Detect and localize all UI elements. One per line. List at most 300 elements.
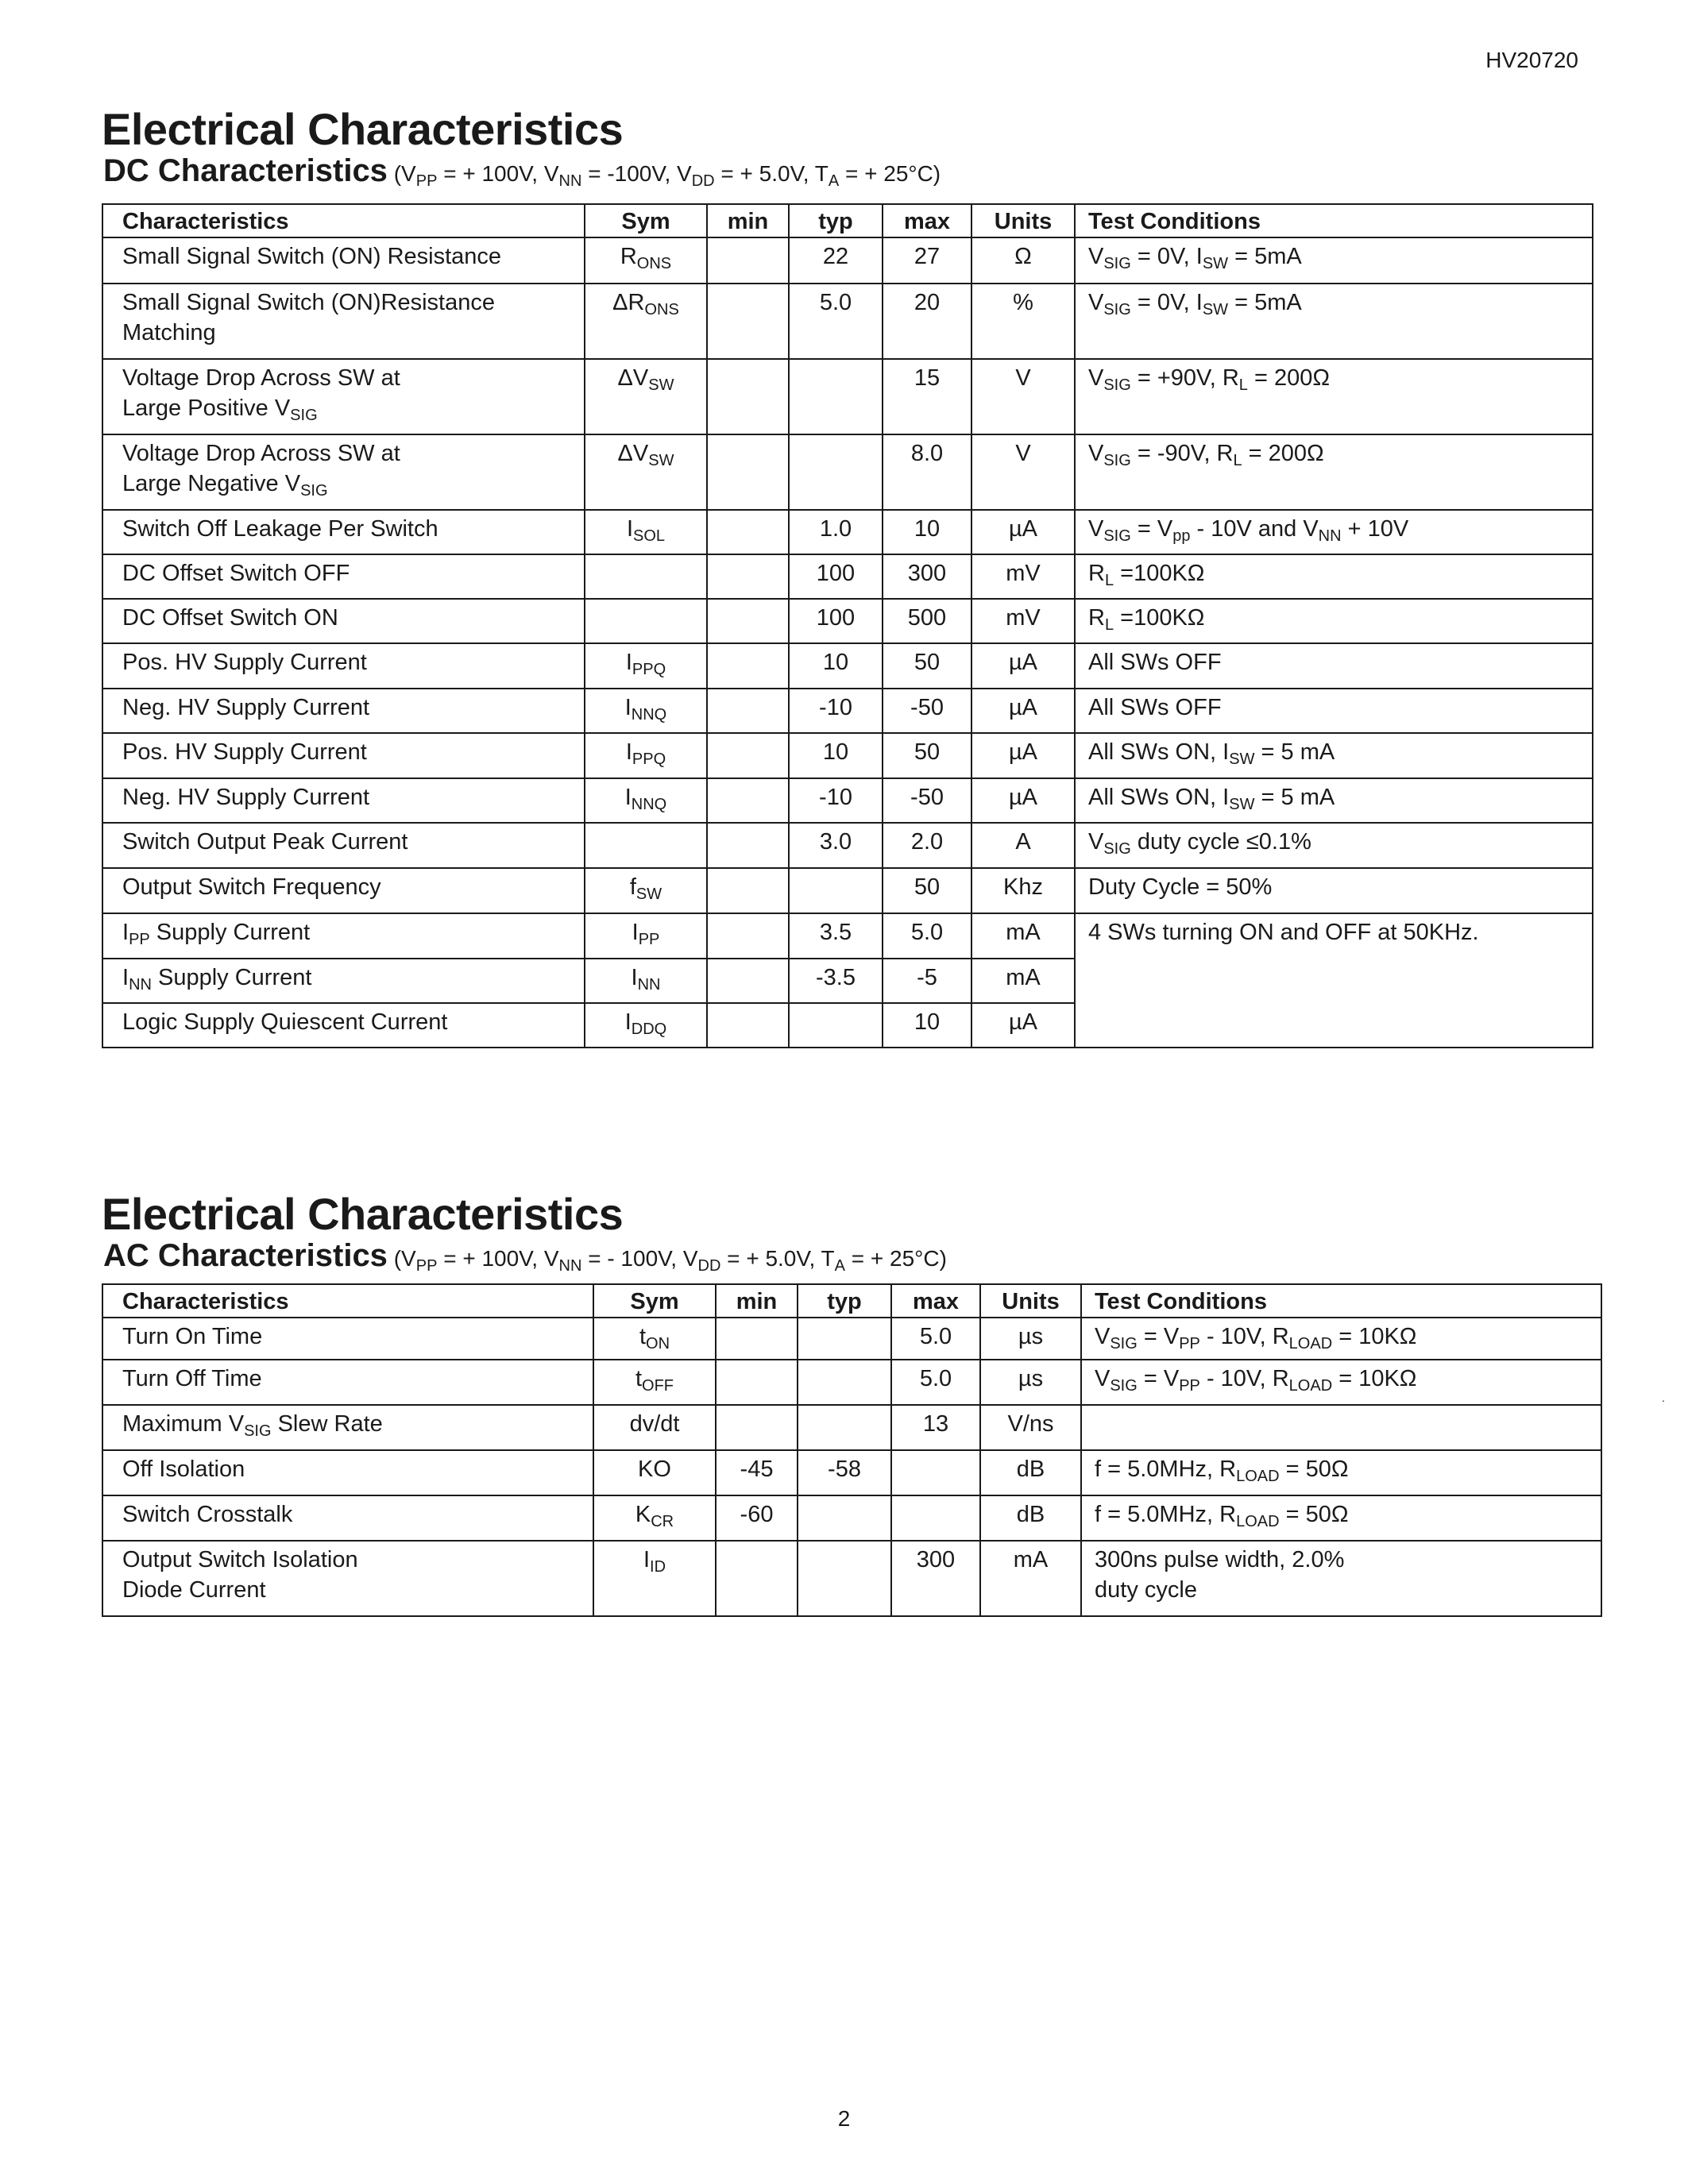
- test-conditions-cell: [1075, 434, 1593, 510]
- max-cell: -5: [883, 959, 971, 1003]
- typ-cell: 10: [789, 733, 883, 778]
- typ-cell: [789, 434, 883, 510]
- min-cell: [707, 823, 789, 868]
- symbol-cell: [585, 599, 707, 643]
- symbol-cell: [593, 1360, 716, 1405]
- text: I: [626, 516, 634, 542]
- test-conditions-cell: [1081, 1405, 1601, 1450]
- subscript: SOL: [633, 527, 666, 545]
- symbol-cell: [585, 1003, 707, 1048]
- units-cell: µA: [971, 1003, 1075, 1048]
- text: All SWs ON, I: [1088, 785, 1230, 810]
- units-cell: µA: [971, 510, 1075, 554]
- test-conditions-cell: [1075, 359, 1593, 434]
- min-cell: [716, 1541, 798, 1616]
- units-cell: mV: [971, 554, 1075, 599]
- subscript: LOAD: [1236, 1468, 1280, 1485]
- max-cell: 10: [883, 1003, 971, 1048]
- table-row: [102, 823, 1593, 868]
- text: ΔR: [612, 290, 645, 315]
- table-row: [102, 868, 1593, 913]
- typ-cell: 10: [789, 643, 883, 689]
- max-cell: 5.0: [883, 913, 971, 959]
- characteristic-cell: [102, 510, 585, 554]
- text: Neg. HV Supply Current: [122, 785, 370, 810]
- units-cell: Khz: [971, 868, 1075, 913]
- text: = 50Ω: [1279, 1457, 1349, 1482]
- symbol-cell: [593, 1318, 716, 1360]
- subscript: SIG: [290, 407, 318, 424]
- subscript: PPQ: [632, 661, 666, 678]
- ac-subtitle-label: AC Characteristics: [103, 1238, 388, 1273]
- subscript: SIG: [1103, 840, 1131, 858]
- max-cell: -50: [883, 778, 971, 823]
- characteristic-cell: [102, 1405, 593, 1450]
- units-cell: V: [971, 359, 1075, 434]
- max-cell: 50: [883, 868, 971, 913]
- max-cell: [891, 1450, 980, 1495]
- subscript: SIG: [1110, 1377, 1138, 1395]
- text: Output Switch Frequency: [122, 874, 381, 900]
- stray-mark: .: [1662, 1391, 1665, 1404]
- typ-cell: 1.0: [789, 510, 883, 554]
- col-header: Characteristics: [102, 1284, 593, 1318]
- col-header: min: [707, 204, 789, 237]
- symbol-cell: [585, 868, 707, 913]
- dc-section-title: Electrical Characteristics: [102, 104, 624, 154]
- ac-characteristics-table: [102, 1283, 1602, 1617]
- subscript: CR: [651, 1513, 674, 1530]
- text: V: [1088, 516, 1104, 542]
- min-cell: [707, 284, 789, 359]
- symbol-cell: [585, 359, 707, 434]
- text: = V: [1137, 1324, 1180, 1349]
- max-cell: 2.0: [883, 823, 971, 868]
- characteristic-cell: [102, 237, 585, 284]
- symbol-cell: [585, 284, 707, 359]
- characteristic-cell: [102, 359, 585, 434]
- typ-cell: [798, 1318, 891, 1360]
- min-cell: [707, 510, 789, 554]
- table-row: [102, 359, 1593, 434]
- subscript: SW: [648, 376, 674, 394]
- typ-cell: -58: [798, 1450, 891, 1495]
- test-conditions-cell: [1081, 1495, 1601, 1541]
- text: - 10V, R: [1199, 1366, 1289, 1391]
- subscript: SIG: [1103, 452, 1131, 469]
- subscript: PPQ: [632, 751, 666, 768]
- units-cell: dB: [980, 1495, 1081, 1541]
- units-cell: µA: [971, 778, 1075, 823]
- text: dv/dt: [629, 1411, 680, 1437]
- subscript: SIG: [300, 482, 328, 500]
- symbol-cell: [593, 1541, 716, 1616]
- text: = 5mA: [1228, 244, 1302, 269]
- text: Matching: [122, 320, 216, 345]
- text: ΔV: [617, 365, 649, 391]
- typ-cell: 100: [789, 599, 883, 643]
- subscript: LOAD: [1288, 1377, 1333, 1395]
- text: + 10V: [1341, 516, 1409, 542]
- text: Duty Cycle = 50%: [1088, 874, 1273, 900]
- units-cell: mV: [971, 599, 1075, 643]
- col-header: min: [716, 1284, 798, 1318]
- test-conditions-cell: [1075, 237, 1593, 284]
- max-cell: 10: [883, 510, 971, 554]
- text: Pos. HV Supply Current: [122, 739, 367, 765]
- text: Off Isolation: [122, 1457, 245, 1482]
- symbol-cell: [585, 959, 707, 1003]
- symbol-cell: [585, 554, 707, 599]
- subscript: OFF: [642, 1377, 674, 1395]
- typ-cell: [798, 1360, 891, 1405]
- min-cell: [707, 1003, 789, 1048]
- test-conditions-cell: [1075, 913, 1593, 1048]
- text: Supply Current: [149, 920, 311, 945]
- subscript: LOAD: [1288, 1335, 1333, 1352]
- text: = -90V, R: [1130, 441, 1234, 466]
- units-cell: mA: [980, 1541, 1081, 1616]
- page-number: 2: [837, 2106, 851, 2131]
- text: I: [624, 785, 632, 810]
- text: =100KΩ: [1114, 561, 1205, 586]
- text: Switch Output Peak Current: [122, 829, 408, 855]
- subscript: SW: [1202, 301, 1229, 318]
- symbol-cell: [585, 778, 707, 823]
- col-header: Test Conditions: [1075, 204, 1593, 237]
- characteristic-cell: [102, 599, 585, 643]
- subscript: NNQ: [631, 796, 667, 813]
- units-cell: %: [971, 284, 1075, 359]
- text: All SWs OFF: [1088, 650, 1222, 675]
- col-header: Characteristics: [102, 204, 585, 237]
- dc-subtitle-label: DC Characteristics: [103, 153, 388, 188]
- characteristic-cell: [102, 1003, 585, 1048]
- table-header-row: [102, 1284, 1601, 1318]
- characteristic-cell: [102, 1541, 593, 1616]
- text: I: [122, 965, 129, 990]
- typ-cell: 100: [789, 554, 883, 599]
- characteristic-cell: [102, 733, 585, 778]
- subscript: SIG: [1103, 301, 1131, 318]
- text: = 0V, I: [1130, 244, 1203, 269]
- text: R: [620, 244, 637, 269]
- typ-cell: -10: [789, 778, 883, 823]
- min-cell: [707, 554, 789, 599]
- text: f = 5.0MHz, R: [1095, 1457, 1237, 1482]
- text: I: [624, 1009, 632, 1035]
- text: I: [625, 739, 632, 765]
- characteristic-cell: [102, 434, 585, 510]
- text: t: [635, 1366, 643, 1391]
- typ-cell: [789, 868, 883, 913]
- text: I: [625, 650, 632, 675]
- subscript: SW: [1229, 796, 1255, 813]
- min-cell: [707, 237, 789, 284]
- text: Slew Rate: [271, 1411, 383, 1437]
- test-conditions-cell: [1081, 1450, 1601, 1495]
- text: Neg. HV Supply Current: [122, 695, 370, 720]
- min-cell: [707, 643, 789, 689]
- text: DC Offset Switch ON: [122, 605, 338, 631]
- table-row: [102, 1360, 1601, 1405]
- col-header: Units: [971, 204, 1075, 237]
- test-conditions-cell: [1081, 1360, 1601, 1405]
- text: 4 SWs turning ON and OFF at 50KHz.: [1088, 920, 1479, 945]
- subscript: DDQ: [631, 1021, 667, 1038]
- table-row: [102, 1318, 1601, 1360]
- text: = 200Ω: [1247, 365, 1331, 391]
- units-cell: V/ns: [980, 1405, 1081, 1450]
- max-cell: 5.0: [891, 1318, 980, 1360]
- test-conditions-cell: [1075, 733, 1593, 778]
- table-row: [102, 1495, 1601, 1541]
- subscript: SIG: [1103, 527, 1131, 545]
- min-cell: [707, 434, 789, 510]
- subscript: ON: [646, 1335, 670, 1352]
- text: = 10KΩ: [1332, 1366, 1417, 1391]
- table-header-row: [102, 204, 1593, 237]
- subscript: SIG: [244, 1422, 272, 1440]
- text: Large Positive V: [122, 396, 291, 421]
- text: = 10KΩ: [1332, 1324, 1417, 1349]
- min-cell: [716, 1405, 798, 1450]
- table-row: [102, 510, 1593, 554]
- test-conditions-cell: [1075, 823, 1593, 868]
- min-cell: -60: [716, 1495, 798, 1541]
- table-row: [102, 284, 1593, 359]
- max-cell: 50: [883, 733, 971, 778]
- max-cell: 8.0: [883, 434, 971, 510]
- typ-cell: 3.0: [789, 823, 883, 868]
- test-conditions-cell: [1075, 868, 1593, 913]
- col-header: Test Conditions: [1081, 1284, 1601, 1318]
- max-cell: -50: [883, 689, 971, 733]
- text: V: [1088, 290, 1104, 315]
- text: V: [1095, 1324, 1111, 1349]
- text: Output Switch Isolation: [122, 1547, 358, 1572]
- text: V: [1088, 829, 1104, 855]
- symbol-cell: [585, 643, 707, 689]
- text: t: [639, 1324, 647, 1349]
- text: duty cycle ≤0.1%: [1130, 829, 1311, 855]
- text: - 10V, R: [1199, 1324, 1289, 1349]
- table-row: [102, 237, 1593, 284]
- symbol-cell: [593, 1450, 716, 1495]
- characteristic-cell: [102, 1318, 593, 1360]
- units-cell: Ω: [971, 237, 1075, 284]
- subscript: NNQ: [631, 706, 667, 723]
- col-header: typ: [789, 204, 883, 237]
- text: Supply Current: [151, 965, 312, 990]
- table-row: [102, 1541, 1601, 1616]
- table-row: [102, 1450, 1601, 1495]
- text: = 50Ω: [1279, 1502, 1349, 1527]
- characteristic-cell: [102, 823, 585, 868]
- max-cell: 300: [891, 1541, 980, 1616]
- text: = 200Ω: [1242, 441, 1324, 466]
- min-cell: [707, 689, 789, 733]
- typ-cell: 5.0: [789, 284, 883, 359]
- units-cell: µs: [980, 1360, 1081, 1405]
- max-cell: 500: [883, 599, 971, 643]
- subscript: SW: [648, 452, 674, 469]
- text: = 5 mA: [1254, 785, 1335, 810]
- characteristic-cell: [102, 284, 585, 359]
- symbol-cell: [585, 823, 707, 868]
- text: I: [122, 920, 129, 945]
- characteristic-cell: [102, 554, 585, 599]
- text: Logic Supply Quiescent Current: [122, 1009, 448, 1035]
- subscript: ID: [650, 1558, 666, 1576]
- typ-cell: 22: [789, 237, 883, 284]
- characteristic-cell: [102, 689, 585, 733]
- text: f = 5.0MHz, R: [1095, 1502, 1237, 1527]
- min-cell: [707, 868, 789, 913]
- text: V: [1095, 1366, 1111, 1391]
- subscript: L: [1104, 616, 1114, 634]
- text: = 5mA: [1228, 290, 1302, 315]
- text: All SWs OFF: [1088, 695, 1222, 720]
- text: I: [624, 695, 632, 720]
- col-header: Sym: [585, 204, 707, 237]
- text: V: [1088, 244, 1104, 269]
- text: Diode Current: [122, 1577, 266, 1603]
- symbol-cell: [593, 1405, 716, 1450]
- text: Small Signal Switch (ON) Resistance: [122, 244, 502, 269]
- text: R: [1088, 561, 1105, 586]
- text: KO: [638, 1457, 671, 1482]
- max-cell: 20: [883, 284, 971, 359]
- symbol-cell: [585, 510, 707, 554]
- text: = +90V, R: [1130, 365, 1239, 391]
- symbol-cell: [585, 913, 707, 959]
- max-cell: [891, 1495, 980, 1541]
- text: All SWs ON, I: [1088, 739, 1230, 765]
- min-cell: [707, 733, 789, 778]
- table-row: [102, 733, 1593, 778]
- text: Turn On Time: [122, 1324, 263, 1349]
- subscript: L: [1238, 376, 1248, 394]
- characteristic-cell: [102, 778, 585, 823]
- typ-cell: [789, 359, 883, 434]
- units-cell: V: [971, 434, 1075, 510]
- max-cell: 300: [883, 554, 971, 599]
- dc-subtitle: DC Characteristics ($V_{PP}$ = + 100V, $V_{NN} = -100V$, $V_{DD}$ = + 5.0V, $T_A$ = + 25°C): [103, 153, 941, 190]
- min-cell: [716, 1360, 798, 1405]
- max-cell: 13: [891, 1405, 980, 1450]
- col-header: Sym: [593, 1284, 716, 1318]
- text: Maximum V: [122, 1411, 245, 1437]
- text: ΔV: [617, 441, 649, 466]
- typ-cell: [789, 1003, 883, 1048]
- part-number: HV20720: [1485, 48, 1578, 72]
- test-conditions-cell: [1075, 599, 1593, 643]
- characteristic-cell: [102, 913, 585, 959]
- subscript: NN: [129, 976, 152, 994]
- col-header: typ: [798, 1284, 891, 1318]
- characteristic-cell: [102, 643, 585, 689]
- text: 300ns pulse width, 2.0%: [1095, 1547, 1345, 1572]
- text: Voltage Drop Across SW at: [122, 365, 400, 391]
- text: V: [1088, 441, 1104, 466]
- text: I: [632, 920, 639, 945]
- test-conditions-cell: [1081, 1318, 1601, 1360]
- ac-subtitle: AC Characteristics ($V_{PP}$ = + 100V, $V_{NN}$ = - 100V, $V_{DD}$ = + 5.0V, $T_A$ = + 25°C): [103, 1238, 947, 1275]
- test-conditions-cell: [1081, 1541, 1601, 1616]
- min-cell: [707, 359, 789, 434]
- characteristic-cell: [102, 959, 585, 1003]
- test-conditions-cell: [1075, 778, 1593, 823]
- ac-section-title: Electrical Characteristics: [102, 1189, 624, 1239]
- text: f: [629, 874, 636, 900]
- units-cell: dB: [980, 1450, 1081, 1495]
- subscript: SW: [1229, 751, 1255, 768]
- table-row: [102, 434, 1593, 510]
- subscript: pp: [1172, 527, 1191, 545]
- table-row: [102, 778, 1593, 823]
- max-cell: 27: [883, 237, 971, 284]
- table-row: [102, 689, 1593, 733]
- text: I: [631, 965, 638, 990]
- text: Pos. HV Supply Current: [122, 650, 367, 675]
- text: Small Signal Switch (ON)Resistance: [122, 290, 495, 315]
- text: K: [635, 1502, 651, 1527]
- table-row: [102, 599, 1593, 643]
- typ-cell: -10: [789, 689, 883, 733]
- symbol-cell: [585, 434, 707, 510]
- text: =100KΩ: [1114, 605, 1205, 631]
- text: I: [643, 1547, 651, 1572]
- symbol-cell: [593, 1495, 716, 1541]
- units-cell: µA: [971, 689, 1075, 733]
- units-cell: µA: [971, 643, 1075, 689]
- typ-cell: [798, 1495, 891, 1541]
- characteristic-cell: [102, 1450, 593, 1495]
- symbol-cell: [585, 237, 707, 284]
- symbol-cell: [585, 689, 707, 733]
- subscript: SW: [635, 886, 662, 903]
- units-cell: µs: [980, 1318, 1081, 1360]
- subscript: SIG: [1103, 255, 1131, 272]
- text: = V: [1137, 1366, 1180, 1391]
- test-conditions-cell: [1075, 554, 1593, 599]
- min-cell: [707, 778, 789, 823]
- table-row: [102, 1405, 1601, 1450]
- characteristic-cell: [102, 1360, 593, 1405]
- subscript: L: [1233, 452, 1242, 469]
- min-cell: [716, 1318, 798, 1360]
- subscript: ONS: [644, 301, 679, 318]
- units-cell: mA: [971, 959, 1075, 1003]
- subscript: PP: [1179, 1335, 1200, 1352]
- text: Switch Off Leakage Per Switch: [122, 516, 438, 542]
- max-cell: 5.0: [891, 1360, 980, 1405]
- text: DC Offset Switch OFF: [122, 561, 350, 586]
- subscript: SIG: [1110, 1335, 1138, 1352]
- subscript: SIG: [1103, 376, 1131, 394]
- text: Switch Crosstalk: [122, 1502, 293, 1527]
- test-conditions-cell: [1075, 284, 1593, 359]
- subscript: PP: [638, 931, 660, 948]
- max-cell: 50: [883, 643, 971, 689]
- subscript: LOAD: [1236, 1513, 1280, 1530]
- text: duty cycle: [1095, 1577, 1197, 1603]
- typ-cell: 3.5: [789, 913, 883, 959]
- symbol-cell: [585, 733, 707, 778]
- col-header: max: [891, 1284, 980, 1318]
- subscript: NN: [637, 976, 661, 994]
